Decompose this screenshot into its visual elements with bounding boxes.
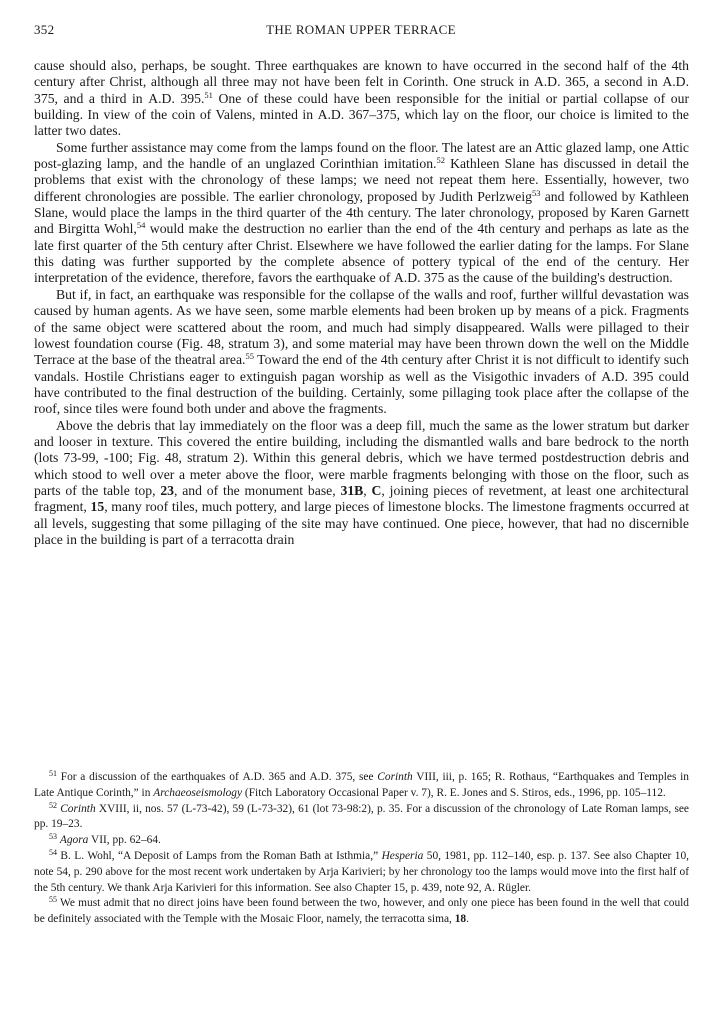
footnote-ref-53[interactable]: 53 (531, 187, 541, 198)
era-abbrev: A.D. (533, 74, 561, 90)
journal-title: Hesperia (381, 849, 424, 862)
running-header (34, 22, 688, 42)
footnote-number: 54 (49, 847, 57, 857)
era-abbrev: A.D. (309, 771, 332, 783)
footnotes (34, 770, 689, 928)
catalog-number: 23 (160, 482, 174, 498)
era-abbrev: A.D. (601, 368, 628, 384)
paragraph-4: Above the debris that lay immediately on the floor was a deep fill, much the same as the lower stratum but darker and looser in texture. This covered the entire building, including the dismantled walls and bare bedrock to the north (lots 73-99, -100; Fig. 48, stratum 2). Within this general debris, which we have termed postdestruction debris and which stood to well over a meter above the floor, were marble fragments belonging with those on the floor, such as parts of the table top, 23, and of the monument base, 31B, C, joining pieces of revetment, at least one architectural fragment, 15, many roof tiles, much pottery, and large pieces of limestone blocks. The limestone fragments occurred at all levels, suggesting that some pillaging of the site may have continued. One piece, however, that had no discernible place in the building is part of a terracotta drain (34, 417, 689, 547)
footnote-51: $^{51}$ For a discussion of the earthquakes of A.D. 365 and A.D. 375, see Corinth VIII, iii, p. 165; R. Rothaus, “Earthquakes and Temples in Late Antique Corinth,” in Archaeoseismology (Fitch Laboratory Occasional Paper v. 7), R. E. Jones and S. Stiros, eds., 1996, pp. 105–112. (34, 769, 689, 799)
page-number: 352 (34, 22, 55, 37)
footnote-number: 51 (49, 769, 57, 778)
catalog-number: 18 (454, 913, 467, 926)
era-abbrev: A.D. (662, 74, 689, 90)
footnote-number: 53 (49, 832, 57, 842)
era-abbrev: A.D. (148, 90, 175, 106)
footnote-ref-54[interactable]: 54 (136, 220, 146, 231)
journal-title: Archaeoseismology (153, 786, 243, 799)
body-text (34, 58, 689, 548)
catalog-number: C (371, 482, 382, 498)
catalog-number: 15 (90, 499, 105, 515)
journal-title: Corinth (60, 802, 96, 815)
journal-title: Agora (59, 834, 89, 847)
footnote-ref-55[interactable]: 55 (245, 351, 254, 362)
footnote-55: $^{55}$ We must admit that no direct joins have been found between the two, however, and only one piece has been found in the well that could be definitely associated with the Temple with the Mosaic Floor, namely, the terracotta sima, 18. (34, 895, 689, 926)
footnote-53: $^{53}$ Agora VII, pp. 62–64. (49, 832, 161, 847)
footnote-ref-51[interactable]: 51 (204, 89, 213, 100)
era-abbrev: A.D. (317, 107, 345, 123)
paragraph-1: cause should also, perhaps, be sought. Three earthquakes are known to have occurred in the second half of the 4th century after Christ, although all three may not have been felt in Corinth. One struck in A.D. 365, a second in A.D. 375, and a third in A.D. 395.51 One of these could have been responsible for the initial or partial collapse of our building. In view of the coin of Valens, minted in A.D. 367–375, which lay on the floor, our choice is limited to the latter two dates. (34, 58, 690, 139)
paragraph-3: But if, in fact, an earthquake was responsible for the collapse of the walls and roof, further willful devastation was caused by human agents. As we have seen, some marble elements had been broken up by means of a pick. Fragments of the same object were scattered about the room, and much had simply disappeared. Walls were pillaged to their lowest foundation course (Fig. 48, stratum 3), and some material may have been thrown down the well on the Middle Terrace at the base of the theatral area.$^{55}$ Toward the end of the 4th century after Christ it is not difficult to identify such vandals. Hostile Christians eager to extinguish pagan worship as well as the Visigothic invaders of A.D. 395 could have contributed to the final destruction of the building. Certainly, some pillaging took place after the collapse of the roof, since tiles were found both under and above the fragments. (34, 286, 689, 417)
footnote-number: 52 (49, 800, 57, 810)
paragraph-2: Some further assistance may come from the lamps found on the floor. The latest are an Attic glazed lamp, one Attic post-glazing lamp, and the handle of an unglazed Corinthian imitation.$^{52}$ Kathleen Slane has discussed in detail the problems that exist with the chronology of these lamps; we need not repeat them here. Essentially, however, two different chronologies are possible. The earlier chronology, proposed by Judith Perlzweig$^{53}$ and followed by Kathleen Slane, would place the lamps in the third quarter of the 4th century. The later chronology, proposed by Karen Garnett and Birgitta Wohl,$^{54}$ would make the destruction no earlier than the end of the 4th century and perhaps as late as the late first quarter of the 5th century after Christ. Elsewhere we have followed the earlier dating for the lamps. For Slane this dating was further supported by the complete absence of pottery typical of the end of the century. Her interpretation of the evidence, therefore, favors the earthquake of A.D. 375 as the cause of the building's destruction. (34, 139, 689, 286)
journal-title: Corinth (377, 771, 413, 783)
running-title: THE ROMAN UPPER TERRACE (266, 22, 456, 37)
era-abbrev: A.D. (393, 270, 421, 286)
footnote-number: 55 (49, 895, 57, 905)
catalog-number: 31B (340, 482, 364, 498)
footnote-54: $^{54}$ B. L. Wohl, “A Deposit of Lamps from the Roman Bath at Isthmia,” Hesperia 50, 1981, pp. 112–140, esp. p. 137. See also Chapter 10, note 54, p. 290 above for the most recent work undertaken by Arja Karivieri; by her chronology too the lamps would move into the first half of the 5th century. We thank Arja Karivieri for this information. See also Chapter 15, p. 439, note 92, A. Rügler. (34, 847, 689, 894)
footnote-ref-52[interactable]: 52 (436, 155, 445, 166)
footnote-52: $^{52}$ Corinth XVIII, ii, nos. 57 (L-73-42), 59 (L-73-32), 61 (lot 73-98:2), p. 35. For a discussion of the chronology of Late Roman lamps, see pp. 19–23. (34, 800, 689, 831)
era-abbrev: A.D. (242, 771, 265, 783)
